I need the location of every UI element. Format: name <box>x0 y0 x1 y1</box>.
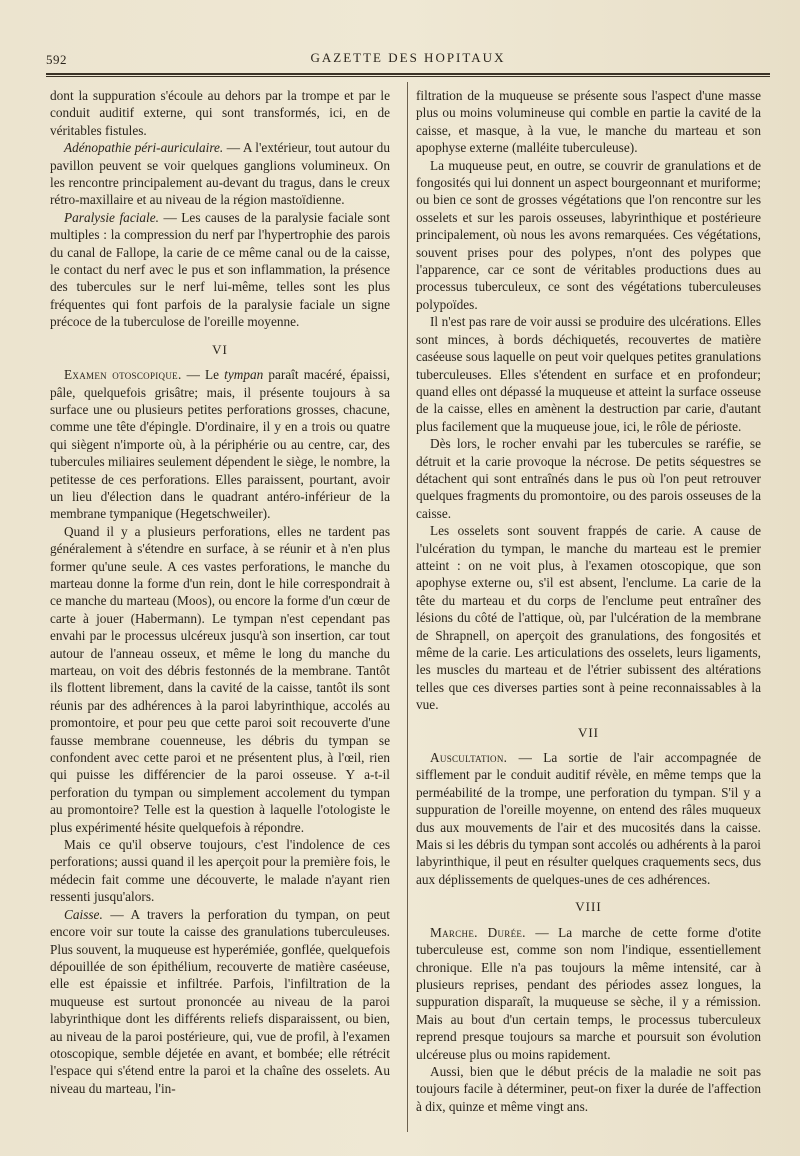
paragraph: Quand il y a plusieurs perforations, elles ne tardent pas généralement à s'étendre en surface, à se réunir et à n'en plus former qu'une seule. A ces vastes perforations, le manche du marteau donne la forme d'un rein, dont le hile correspondrait à ce manche du marteau (Moos), ou encore la forme d'un cœur de carte à jouer (Habermann). Le tympan n'est cependant pas envahi par le processus ulcéreux jusqu'à son insertion, car tout autour de l'anneau osseux, et même le long du manche du marteau, on voit des débris festonnés de la membrane. Tantôt ils flottent librement, dans la cavité de la caisse, tantôt ils sont réunis par des adhérences à la paroi labyrinthique, accolés au promontoire, et pour peu que cette paroi soit recouverte d'une fausse membrane couenneuse, les débris du tympan se confondent avec cette paroi et ne présentent plus, à l'œil, rien qui puisse les différencier de la paroi osseuse. Y a-t-il perforation du tympan ou simplement accolement du tympan au promontoire? Telle est la question à laquelle l'otologiste le plus expérimenté hésite quelquefois à répondre. <box>50 523 390 835</box>
paragraph <box>416 749 761 888</box>
left-column <box>50 87 390 1097</box>
paragraph-italic: tympan <box>224 367 264 383</box>
page-number: 592 <box>46 52 67 67</box>
paragraph-heading: Auscultation. <box>430 750 508 766</box>
paragraph: Mais ce qu'il observe toujours, c'est l'indolence de ces perforations; aussi quand il les aperçoit pour la première fois, le médecin fait comme une découverte, le malade n'ayant rien ressenti jusqu'alors. <box>50 837 390 905</box>
paragraph-heading: Paralysie faciale. <box>64 209 159 225</box>
header-rule <box>46 73 770 77</box>
paragraph-text: — A l'extérieur, tout autour du pavillon peuvent se voir quelques ganglions volumineux. On les rencontre principalement au-devant du tragus, dans le creux rétro-maxillaire et au niveau de la région mastoïdienne. <box>50 140 390 208</box>
paragraph <box>50 366 390 523</box>
paragraph-heading: Caisse. <box>64 906 103 922</box>
paragraph-heading: Adénopathie péri-auriculaire. <box>64 140 224 156</box>
page-header <box>46 44 770 66</box>
paragraph-text: — A travers la perforation du tympan, on peut encore voir sur toute la caisse des granulations tuberculeuses. Plus souvent, la muqueuse est hyperémiée, gonflée, quelquefois dépouillée de son épithélium, recouverte de matière caséeuse, elle est épaissie et infiltrée. Parfois, l'infiltration de la muqueuse est surtout prononcée au niveau de la paroi labyrinthique dont les différents reliefs disparaissent, ou bien, au niveau de la paroi postérieure, qui, vue de profil, à l'examen otoscopique, semble déjetée en avant, et bombée; elle rétrécit l'espace qui s'étend entre la paroi et la chaîne des osselets. Au niveau du marteau, l'in- <box>50 906 390 1096</box>
paragraph: filtration de la muqueuse se présente sous l'aspect d'une masse plus ou moins volumineuse qui comble en partie la cavité de la caisse, et masque, à la vue, le manche du marteau et son apophyse externe (malléite tuberculeuse). <box>416 88 761 156</box>
paragraph-text: — Le <box>181 367 225 383</box>
paragraph-heading: Marche. Durée. <box>430 924 526 940</box>
journal-title: GAZETTE DES HOPITAUX <box>310 50 506 65</box>
section-heading: VII <box>577 724 600 740</box>
paragraph-text: — Les causes de la paralysie faciale sont multiples : la compression du nerf par l'hypertrophie des parois du canal de Fallope, la carie de ce même canal ou de la caisse, le contact du nerf avec le pus et son inflammation, la présence des tubercules sur le nerf lui-même, telles sont les plus fréquentes qui font parfois de la paralysie faciale un signe précoce de la tuberculose de l'oreille moyenne. <box>50 209 390 330</box>
paragraph: Les osselets sont souvent frappés de carie. A cause de l'ulcération du tympan, le manche du marteau est le premier atteint : on ne voit plus, à l'examen otoscopique, que son apophyse externe ou, s'il est absent, l'enclume. La carie de la tête du marteau et du corps de l'enclume peut entraîner des lésions du côté de l'attique, où, par l'ulcération de la membrane de Shrapnell, on aperçoit des granulations, des fongosités et même de la carie. Les articulations des osselets, leurs ligaments, les muscles du marteau et de l'étrier subissent des altérations telles que ces diverses parties sont à peine reconnaissables à la vue. <box>416 523 761 713</box>
paragraph-heading: Examen otoscopique. <box>64 367 182 383</box>
section-heading: VI <box>212 341 228 357</box>
paragraph <box>50 209 390 331</box>
paragraph-text: paraît macéré, épaissi, pâle, quelquefois grisâtre; mais, il présente toujours à sa surface une ou plusieurs petites perforations grosses, chacune, comme une tête d'épingle. D'ordinaire, il y en a trois ou quatre qui siègent n'importe où, à la périphérie ou au centre, car, des tubercules miliaires seulement dépendent le siège, le nombre, la petitesse de ces perforations. Elles paraissent, pourtant, avoir un lieu d'élection dans le quadrant antéro-inférieur de la membrane tympanique (Hegetschweiler). <box>50 367 390 522</box>
paragraph: Dès lors, le rocher envahi par les tubercules se raréfie, se détruit et la carie provoque la nécrose. De petits séquestres se détachent qui sont entraînés dans le pus où l'on peut retrouver quelques fragments du promontoire, ou des parois osseuses de la caisse. <box>416 436 761 521</box>
paragraph: dont la suppuration s'écoule au dehors par la trompe et par le conduit auditif externe, qui sont transformés, ici, en de véritables fistules. <box>50 88 390 138</box>
paragraph <box>50 139 390 209</box>
paragraph: La muqueuse peut, en outre, se couvrir de granulations et de fongosités qui lui donnent un aspect bourgeonnant et muriforme; ou bien ce sont de grosses végétations que l'on rencontre sur les osselets et sur les parois osseuses, labyrinthique et postérieure principalement, où nous les avons remarquées. Ces végétations, souvent prises pour des polypes, n'ont des polypes que l'apparence, car ce sont de véritables productions dues au processus tuberculeux, ce sont des végétations tuberculeuses polypoïdes. <box>416 157 761 312</box>
section-heading: VIII <box>575 899 602 915</box>
paragraph <box>50 906 390 1097</box>
paragraph-text: — La marche de cette forme d'otite tuberculeuse est, comme son nom l'indique, essentiellement chronique. Elle n'a pas toujours la même intensité, car à plusieurs reprises, pendant des périodes assez longues, la suppuration disparaît, la muqueuse se sèche, il y a rémission. Mais au bout d'un certain temps, le processus tuberculeux reprend presque toujours sa marche et poursuit son évolution ulcéreuse plus ou moins rapidement. <box>416 924 761 1062</box>
paragraph: Aussi, bien que le début précis de la maladie ne soit pas toujours facile à déterminer, peut-on fixer la durée de l'affection à dix, quinze et même vingt ans. <box>416 1063 761 1114</box>
paragraph <box>416 924 761 1063</box>
paragraph-text: — La sortie de l'air accompagnée de sifflement par le conduit auditif révèle, en même temps que la perméabilité de la trompe, une perforation du tympan. S'il y a suppuration de l'oreille moyenne, on entend des râles muqueux dus aux mouvements de l'air et des mucosités dans la caisse. Mais si les débris du tympan sont accolés ou adhérents à la paroi labyrinthique, il peut en résulter quelques craquements secs, dus aux déplissements de quelques-unes de ces adhérences. <box>416 750 761 887</box>
paragraph: Il n'est pas rare de voir aussi se produire des ulcérations. Elles sont minces, à bords déchiquetés, recouvertes de matière caséeuse sous laquelle on peut voir quelques petites granulations tuberculeuses. Elles s'étendent en surface et en profondeur; quand elles ont dépassé la muqueuse et atteint la surface osseuse de la caisse, elles en amènent la destruction par carie, d'autant plus facilement que la muqueuse joue, ici, le rôle de périoste. <box>416 314 761 434</box>
column-divider <box>407 82 408 1132</box>
right-column <box>416 87 761 1115</box>
